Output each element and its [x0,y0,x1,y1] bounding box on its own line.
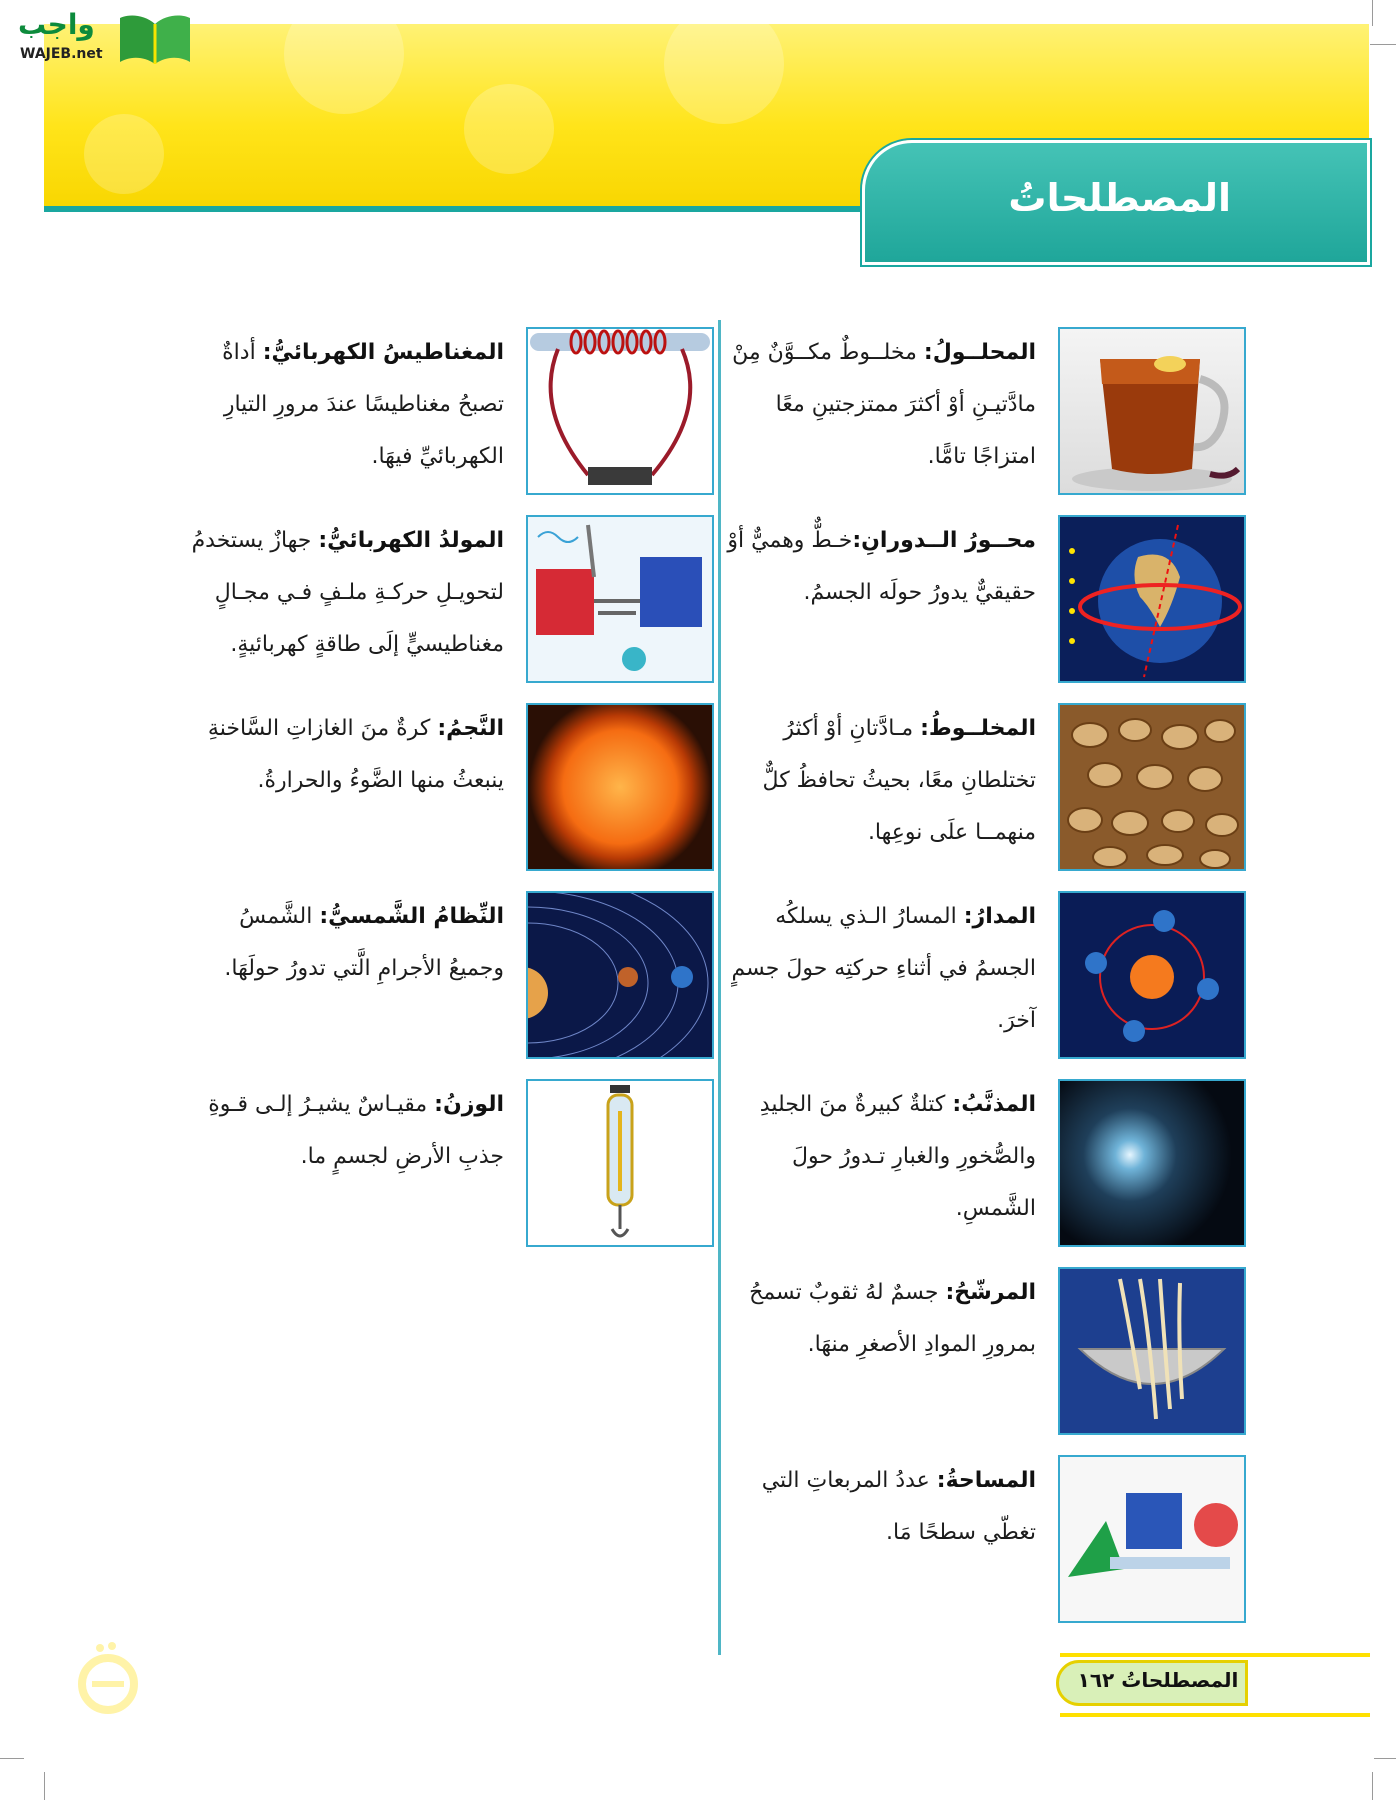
crop-mark [0,1758,24,1759]
term-definition: المسارُ الـذي يسلكُه الجسمُ في أثناءِ حركتِه حولَ جسمٍ آخرَ. [731,904,1036,1033]
term-entry [184,703,714,875]
term-text [186,703,504,807]
footer-label [1068,1668,1248,1692]
earth-axis-image [1058,515,1246,683]
wajeb-logo[interactable] [8,4,188,64]
term-text [718,1267,1036,1371]
term-label: المولدُ الكهربائيُّ: [318,528,504,553]
decor-bubble [464,84,554,174]
logo-site: WAJEB.net [20,46,103,62]
term-definition: جسمٌ لهُ ثقوبٌ تسمحُ بمرورِ الموادِ الأصغرِ منهَا. [749,1280,1036,1357]
book-icon [118,10,192,66]
term-definition: خـطٌّ وهميٌّ أوْ حقيقيٌّ يدورُ حولَه الجسمُ. [727,528,1036,605]
term-text [186,891,504,995]
term-definition: كرةٌ منَ الغازاتِ السَّاخنةِ ينبعثُ منها الضَّوءُ والحرارةُ. [207,716,504,793]
shapes-icon [1060,1457,1244,1621]
term-definition: أداةٌ تصبحُ مغناطيسًا عندَ مرورِ التيارِ الكهربائيِّ فيهَا. [222,340,504,469]
term-text [718,891,1036,1047]
term-entry [716,515,1246,687]
page-title: المصطلحاتُ [1008,176,1231,220]
term-label: محــورُ الــدورانِ: [852,528,1036,553]
orbit-icon [1060,893,1244,1057]
crop-mark [1370,44,1396,45]
term-label: النِّظامُ الشَّمسيُّ: [319,904,504,929]
term-text [718,703,1036,859]
term-label: الوزنُ: [434,1092,504,1117]
tea-cup-icon [1060,329,1244,493]
banner-underline [44,206,874,212]
term-label: المحلــولُ: [923,340,1036,365]
term-entry [184,891,714,1063]
term-entry [716,703,1246,875]
nuts-icon [1060,705,1244,869]
generator-image [526,515,714,683]
spring-scale-image [526,1079,714,1247]
term-entry [716,327,1246,499]
crop-mark [1372,0,1373,26]
decor-bubble [84,114,164,194]
spring-scale-icon [528,1081,712,1245]
crop-mark [1372,1772,1373,1800]
term-text [718,327,1036,483]
term-label: المساحةُ: [936,1468,1036,1493]
sun-image [526,703,714,871]
term-label: النَّجمُ: [437,716,504,741]
term-text [718,1079,1036,1235]
term-text [186,515,504,671]
logo-word: واجب [18,8,95,41]
crop-mark [44,1772,45,1800]
solar-system-icon [528,893,712,1057]
term-label: المغناطيسُ الكهربائيُّ: [262,340,504,365]
term-label: المخلــوطُ: [920,716,1036,741]
term-definition: مـادَّتانِ أوْ أكثرُ تختلطانِ معًا، بحيثُ تحافظُ كلٌّ منهمــا علَى نوعِها. [762,716,1036,845]
strainer-image [1058,1267,1246,1435]
electromagnet-image [526,327,714,495]
generator-icon [528,517,712,681]
tea-cup-image [1058,327,1246,495]
solar-system-image [526,891,714,1059]
orbit-image [1058,891,1246,1059]
crop-mark [1374,1758,1396,1759]
decor-bubble [284,0,404,114]
term-definition: مقيـاسٌ يشيـرُ إلـى قـوةِ جذبِ الأرضِ لجسمٍ ما. [208,1092,504,1169]
term-entry [716,1267,1246,1439]
term-entry [716,891,1246,1063]
term-text [186,327,504,483]
term-definition: عددُ المربعاتِ التي تغطّي سطحًا مَا. [761,1468,1036,1545]
term-text [718,515,1036,619]
decor-bubble [664,4,784,124]
footer-title: المصطلحاتُ [1121,1668,1239,1692]
term-entry [184,327,714,499]
term-label: المرشّحُ: [945,1280,1036,1305]
shapes-image [1058,1455,1246,1623]
term-definition: جهازٌ يستخدمُ لتحويـلِ حركـةِ ملـفٍ فـي مجـالٍ مغناطيسيٍّ إلَى طاقةٍ كهربائيةٍ. [191,528,504,657]
term-entry [716,1079,1246,1251]
electromagnet-icon [528,329,712,493]
comet-image [1058,1079,1246,1247]
term-label: المذنَّبُ: [952,1092,1036,1117]
term-entry [184,1079,714,1251]
term-definition: مخلــوطٌ مكــوَّنٌ مِنْ مادَّتيـنِ أوْ أكثرَ ممتزجتينِ معًا امتزاجًا تامًّا. [732,340,1036,469]
page-number: ١٦٢ [1077,1668,1115,1692]
term-definition: الشَّمسُ وجميعُ الأجرامِ الَّتي تدورُ حولَهَا. [224,904,504,981]
corner-decor-icon [76,1640,140,1714]
strainer-icon [1060,1269,1244,1433]
term-text [186,1079,504,1183]
term-definition: كتلةٌ كبيرةٌ منَ الجليدِ والصُّخورِ والغبارِ تـدورُ حولَ الشَّمسِ. [759,1092,1036,1221]
term-label: المدارُ: [963,904,1036,929]
term-text [718,1455,1036,1559]
mixed-nuts-image [1058,703,1246,871]
term-entry [184,515,714,687]
term-entry [716,1455,1246,1627]
earth-icon [1060,517,1244,681]
